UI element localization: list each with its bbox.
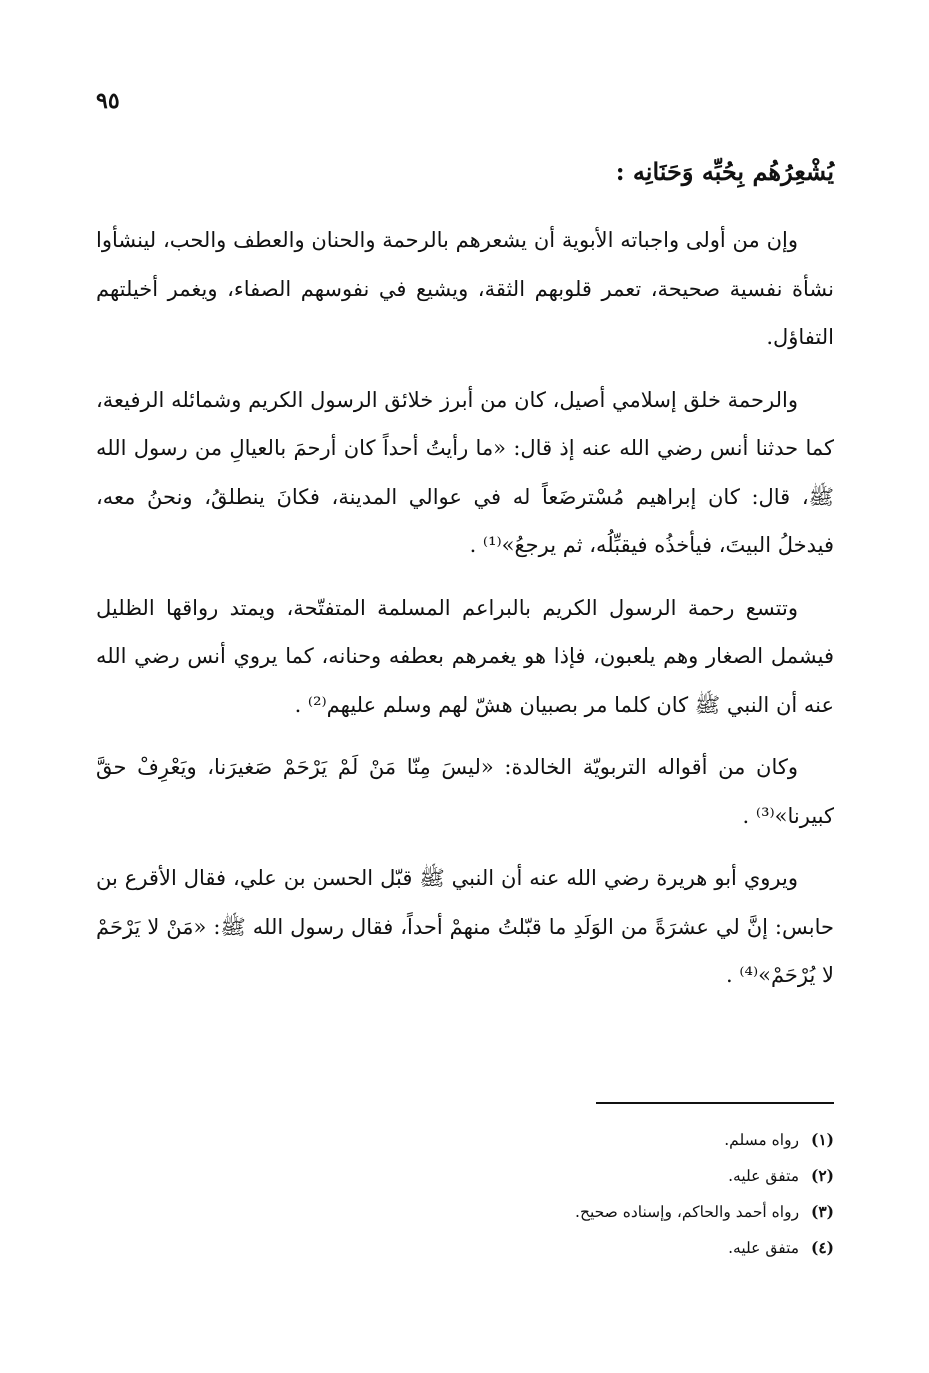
footnote-2 <box>96 1158 834 1194</box>
paragraph-2: والرحمة خلق إسلامي أصيل، كان من أبرز خلائق الرسول الكريم وشمائله الرفيعة، كما حدثنا أنس رضي الله عنه إذ قال: «ما رأيتُ أحداً كان أرحمَ بالعيالِ من رسول الله ﷺ، قال: كان إبراهيم مُسْترضَعاً له في عوالي المدينة، فكانَ ينطلقُ، ونحنُ معه، فيدخلُ البيتَ، فيأخذُه فيقبِّلُه، ثم يرجعُ»⁽¹⁾ . <box>96 387 834 557</box>
footnote-1 <box>96 1122 834 1158</box>
footnote-text: متفق عليه. <box>728 1167 800 1185</box>
paragraph-1: وإن من أولى واجباته الأبوية أن يشعرهم بالرحمة والحنان والعطف والحب، لينشأوا نشأة نفسية صحيحة، تعمر قلوبهم الثقة، ويشيع في نفوسهم الصفاء، ويغمر أخيلتهم التفاؤل. <box>96 228 834 349</box>
footnote-number: (٢) <box>810 1166 834 1185</box>
paragraph-5: ويروي أبو هريرة رضي الله عنه أن النبي ﷺ قبّل الحسن بن علي، فقال الأقرع بن حابس: إنَّ لي عشرَةً من الوَلَدِ ما قبّلتُ منهمْ أحداً، فقال رسول الله ﷺ: «مَنْ لا يَرْحَمْ لا يُرْحَمْ»⁽⁴⁾ . <box>96 866 834 987</box>
footnotes-list <box>96 1122 834 1266</box>
page-body <box>96 148 834 1014</box>
footnote-text: رواه مسلم. <box>724 1131 800 1149</box>
footnote-text: متفق عليه. <box>728 1239 800 1257</box>
paragraph-3: وتتسع رحمة الرسول الكريم بالبراعم المسلمة المتفتّحة، ويمتد رواقها الظليل فيشمل الصغار وهم يلعبون، فإذا هو يغمرهم بعطفه وحنانه، كما يروي أنس رضي الله عنه أن النبي ﷺ كان كلما مر بصبيان هشّ لهم وسلم عليهم⁽²⁾ . <box>96 595 834 717</box>
paragraph-4: وكان من أقواله التربويّة الخالدة: «ليسَ مِنّا مَنْ لَمْ يَرْحَمْ صَغيرَنا، ويَعْرِفْ حقَّ كبيرنا»⁽³⁾ . <box>96 755 834 828</box>
footnote-number: (٣) <box>810 1202 834 1221</box>
page-number: ٩٥ <box>96 88 120 114</box>
section-heading: يُشْعِرُهُم بِحُبِّه وَحَنَانِه : <box>615 157 834 186</box>
footnote-3 <box>96 1194 834 1230</box>
footnote-text: رواه أحمد والحاكم، وإسناده صحيح. <box>575 1203 800 1221</box>
footnote-divider <box>596 1102 834 1104</box>
footnote-number: (١) <box>810 1130 834 1149</box>
footnote-4 <box>96 1230 834 1266</box>
footnote-number: (٤) <box>810 1238 834 1257</box>
